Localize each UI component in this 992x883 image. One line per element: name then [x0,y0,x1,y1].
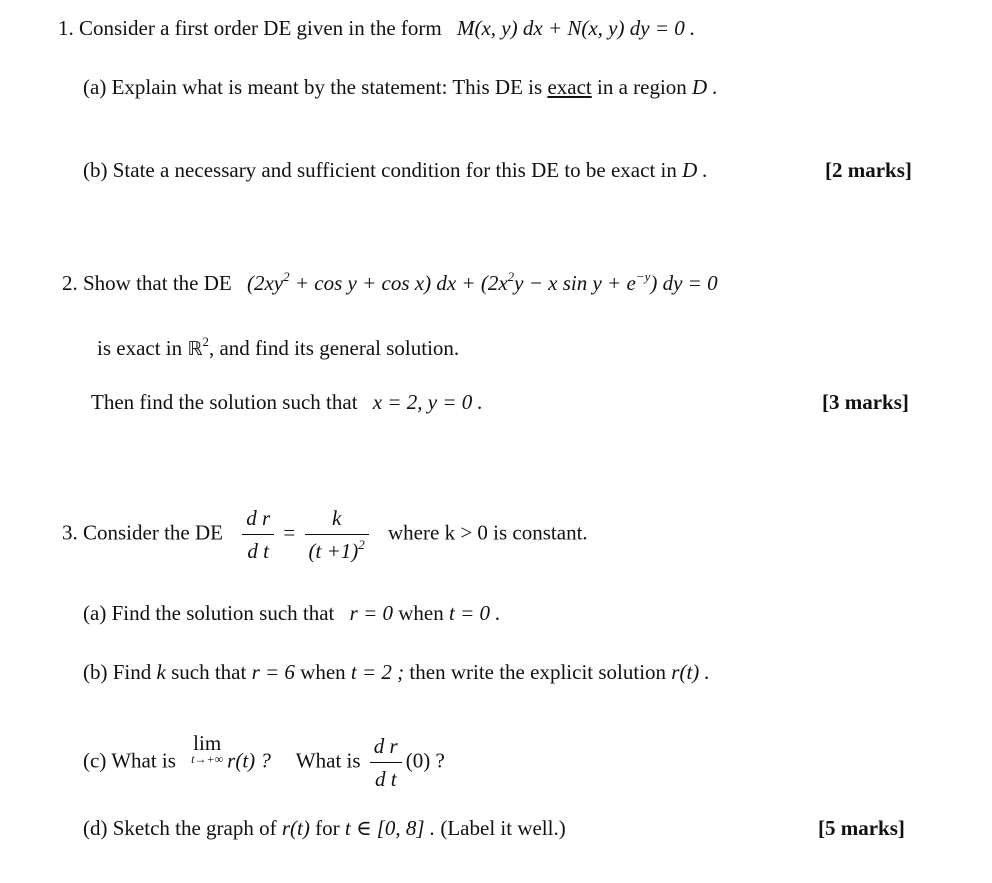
q1b-label: (b) [83,158,108,182]
q3c-derivative-fraction: $\frac{\text{d r}}{\text{d t}}$ [370,733,402,792]
q3-intro: Consider the DE [83,520,223,545]
q2-intro: Show that the DE [83,271,232,295]
q1-intro: Consider a first order DE given in the form [79,16,442,40]
q1a-text: Explain what is meant by the statement: This DE is [111,75,543,99]
q3-number: 3. [62,520,78,545]
q1a-region: D . [692,75,718,99]
q3-line [62,505,588,564]
q3-equals: = [283,520,296,545]
q1-equation: M(x, y) dx + N(x, y) dy = 0 . [457,16,696,40]
q2-real-space: ℝ [187,338,203,360]
q1a-exact: exact [547,75,592,99]
q2-marks: [3 marks] [822,390,909,414]
q3b-line: (b) Find k such that r = 6 when t = 2 ; then write the explicit solution r(t) . [83,660,710,684]
q1b-region: D . [682,158,708,182]
q3d-label: (d) [83,816,108,840]
q2-equation: $(2xy^2 + \cos y + \cos x)$ dx + ($2x^2y - x$ $\sin y + e^{-y}$) dy = 0 [246,269,718,295]
limit-operator: lim t→+∞ [191,731,224,766]
q2-condition: x = 2, y = 0 . [372,390,483,414]
q1-line [58,15,695,41]
q1-marks: [2 marks] [825,158,912,182]
q2-number: 2. [62,271,78,295]
q3a-text: Find the solution such that [111,601,335,625]
q2-line [62,270,718,296]
q1a-text-after: in a region [596,75,687,99]
q3b-label: (b) [83,660,108,684]
q1a-label: (a) [83,75,107,99]
q3d-line: (d) Sketch the graph of r(t) for t ∈ [0, 8] . (Label it well.) [83,816,566,840]
q3c-line: (c) What is lim t→+∞ r(t) ? What is $\frac{\text{d r}}{\text{d t}}$ (0) ? [83,731,445,791]
q3a-line: (a) Find the solution such that r = 0 when t = 0 . [83,601,501,625]
q1a-line [83,74,718,100]
q3-marks: [5 marks] [818,816,905,840]
q3-lhs-fraction: $\frac{\text{d r}}{\text{d t}}$ [242,505,274,564]
q2-line2: is exact in ℝ$^2$, and find its general solution. [97,334,460,360]
q2-exact-text: is exact in [97,336,183,360]
q3a-label: (a) [83,601,107,625]
q2-general-text: , and find its general solution. [208,336,460,360]
q2-then-text: Then find the solution such that [91,390,358,414]
q3-outro: where k > 0 is constant. [388,520,588,545]
q1b-line [83,157,708,183]
q3-rhs-fraction: $\frac{k}{(t +1)^2}$ [305,505,369,564]
q3c-label: (c) [83,748,107,773]
q1-number: 1. [58,16,74,40]
q2-line3 [91,389,483,415]
q1b-text: State a necessary and sufficient condition for this DE to be exact in [112,158,677,182]
